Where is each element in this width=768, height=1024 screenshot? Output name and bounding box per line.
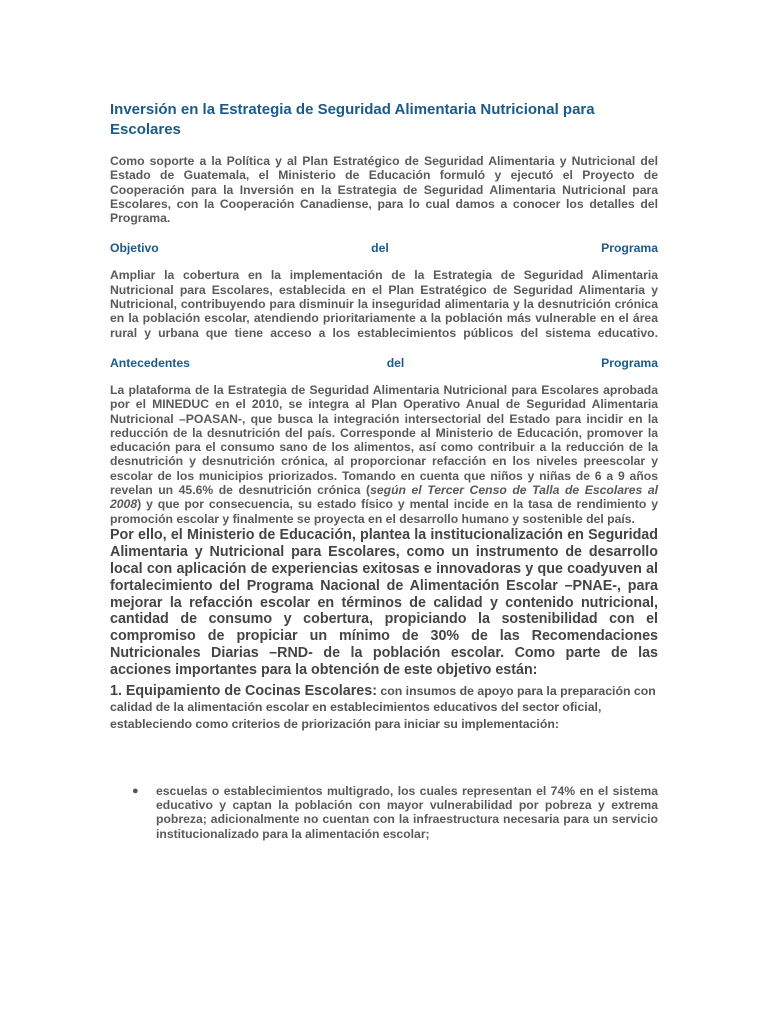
bullet-icon: ● bbox=[132, 784, 139, 797]
document-content bbox=[110, 100, 658, 841]
antecedentes-paragraph bbox=[110, 383, 658, 526]
item-equipamiento bbox=[110, 683, 658, 732]
antecedentes-heading: Antecedentes del Programa bbox=[110, 355, 658, 370]
objetivo-paragraph: Ampliar la cobertura en la implementación de la Estrategia de Seguridad Alimentaria Nutricional para Escolares, establecida en el Plan Estratégico de Seguridad Alimentaria y Nutricional, contribuyendo para disminuir la inseguridad alimentaria y la desnutrición crónica en la población escolar, atendiendo prioritariamente a la población más vulnerable en el área rural y urbana que tiene acceso a los establecimientos públicos del sistema educativo. bbox=[110, 268, 658, 340]
por-ello-paragraph: Por ello, el Ministerio de Educación, plantea la institucionalización en Seguridad Alimentaria y Nutricional para Escolares, como un instrumento de desarrollo local con aplicación de experiencias exitosas e innovadoras y que coadyuven al fortalecimiento del Programa Nacional de Alimentación Escolar –PNAE-, para mejorar la refacción escolar en términos de calidad y contenido nutricional, cantidad de consumo y cobertura, propiciando la sostenibilidad con el compromiso de propiciar un mínimo de 30% de las Recomendaciones Nutricionales Diarias –RND- de la población escolar. Como parte de las acciones importantes para la obtención de este objetivo están: bbox=[110, 526, 658, 679]
antecedentes-text-2: ) y que por consecuencia, su estado físico y mental incide en la tasa de rendimiento y promoción escolar y finalmente se proyecta en el desarrollo humano y sostenible del país. bbox=[110, 497, 658, 526]
list-item-text: escuelas o establecimientos multigrado, los cuales representan el 74% en el sistema educativo y captan la población con mayor vulnerabilidad por pobreza y extrema pobreza; adicionalmente no cuentan con la infraestructura necesaria para un servicio institucionalizado para la alimentación escolar; bbox=[156, 783, 658, 841]
item-equipamiento-text: con insumos de apoyo para la preparación con calidad de la alimentación escolar en establecimientos educativos del sector oficial, estableciendo como criterios de priorización para iniciar su implementación: bbox=[110, 684, 656, 731]
objetivo-heading: Objetivo del Programa bbox=[110, 241, 658, 256]
item-equipamiento-lead: 1. Equipamiento de Cocinas Escolares: bbox=[110, 683, 377, 700]
intro-paragraph: Como soporte a la Política y al Plan Estratégico de Seguridad Alimentaria y Nutricional del Estado de Guatemala, el Ministerio de Educación formuló y ejecutó el Proyecto de Cooperación para la Inversión en la Estrategia de Seguridad Alimentaria Nutricional para Escolares, con la Cooperación Canadiense, para lo cual damos a conocer los detalles del Programa. bbox=[110, 154, 658, 226]
criteria-list bbox=[110, 784, 658, 841]
antecedentes-text-1: La plataforma de la Estrategia de Seguridad Alimentaria Nutricional para Escolares aprobada por el MINEDUC en el 2010, se integra al Plan Operativo Anual de Seguridad Alimentaria Nutricional –POASAN-, que busca la integración intersectorial del Estado para incidir en la reducción de la desnutrición del país. Corresponde al Ministerio de Educación, promover la educación para el consumo sano de los alimentos, así como contribuir a la reducción de la desnutrición y desnutrición crónica, al proporcionar refacción en los niveles preescolar y escolar de los municipios priorizados. Tomando en cuenta que niños y niñas de 6 a 9 años revelan un 45.6% de desnutrición crónica ( bbox=[110, 382, 658, 498]
antecedentes-citation: según el Tercer Censo de Talla de Escolares al 2008 bbox=[110, 483, 658, 512]
list-item bbox=[110, 784, 658, 841]
page-title: Inversión en la Estrategia de Seguridad Alimentaria Nutricional para Escolares bbox=[110, 101, 595, 138]
